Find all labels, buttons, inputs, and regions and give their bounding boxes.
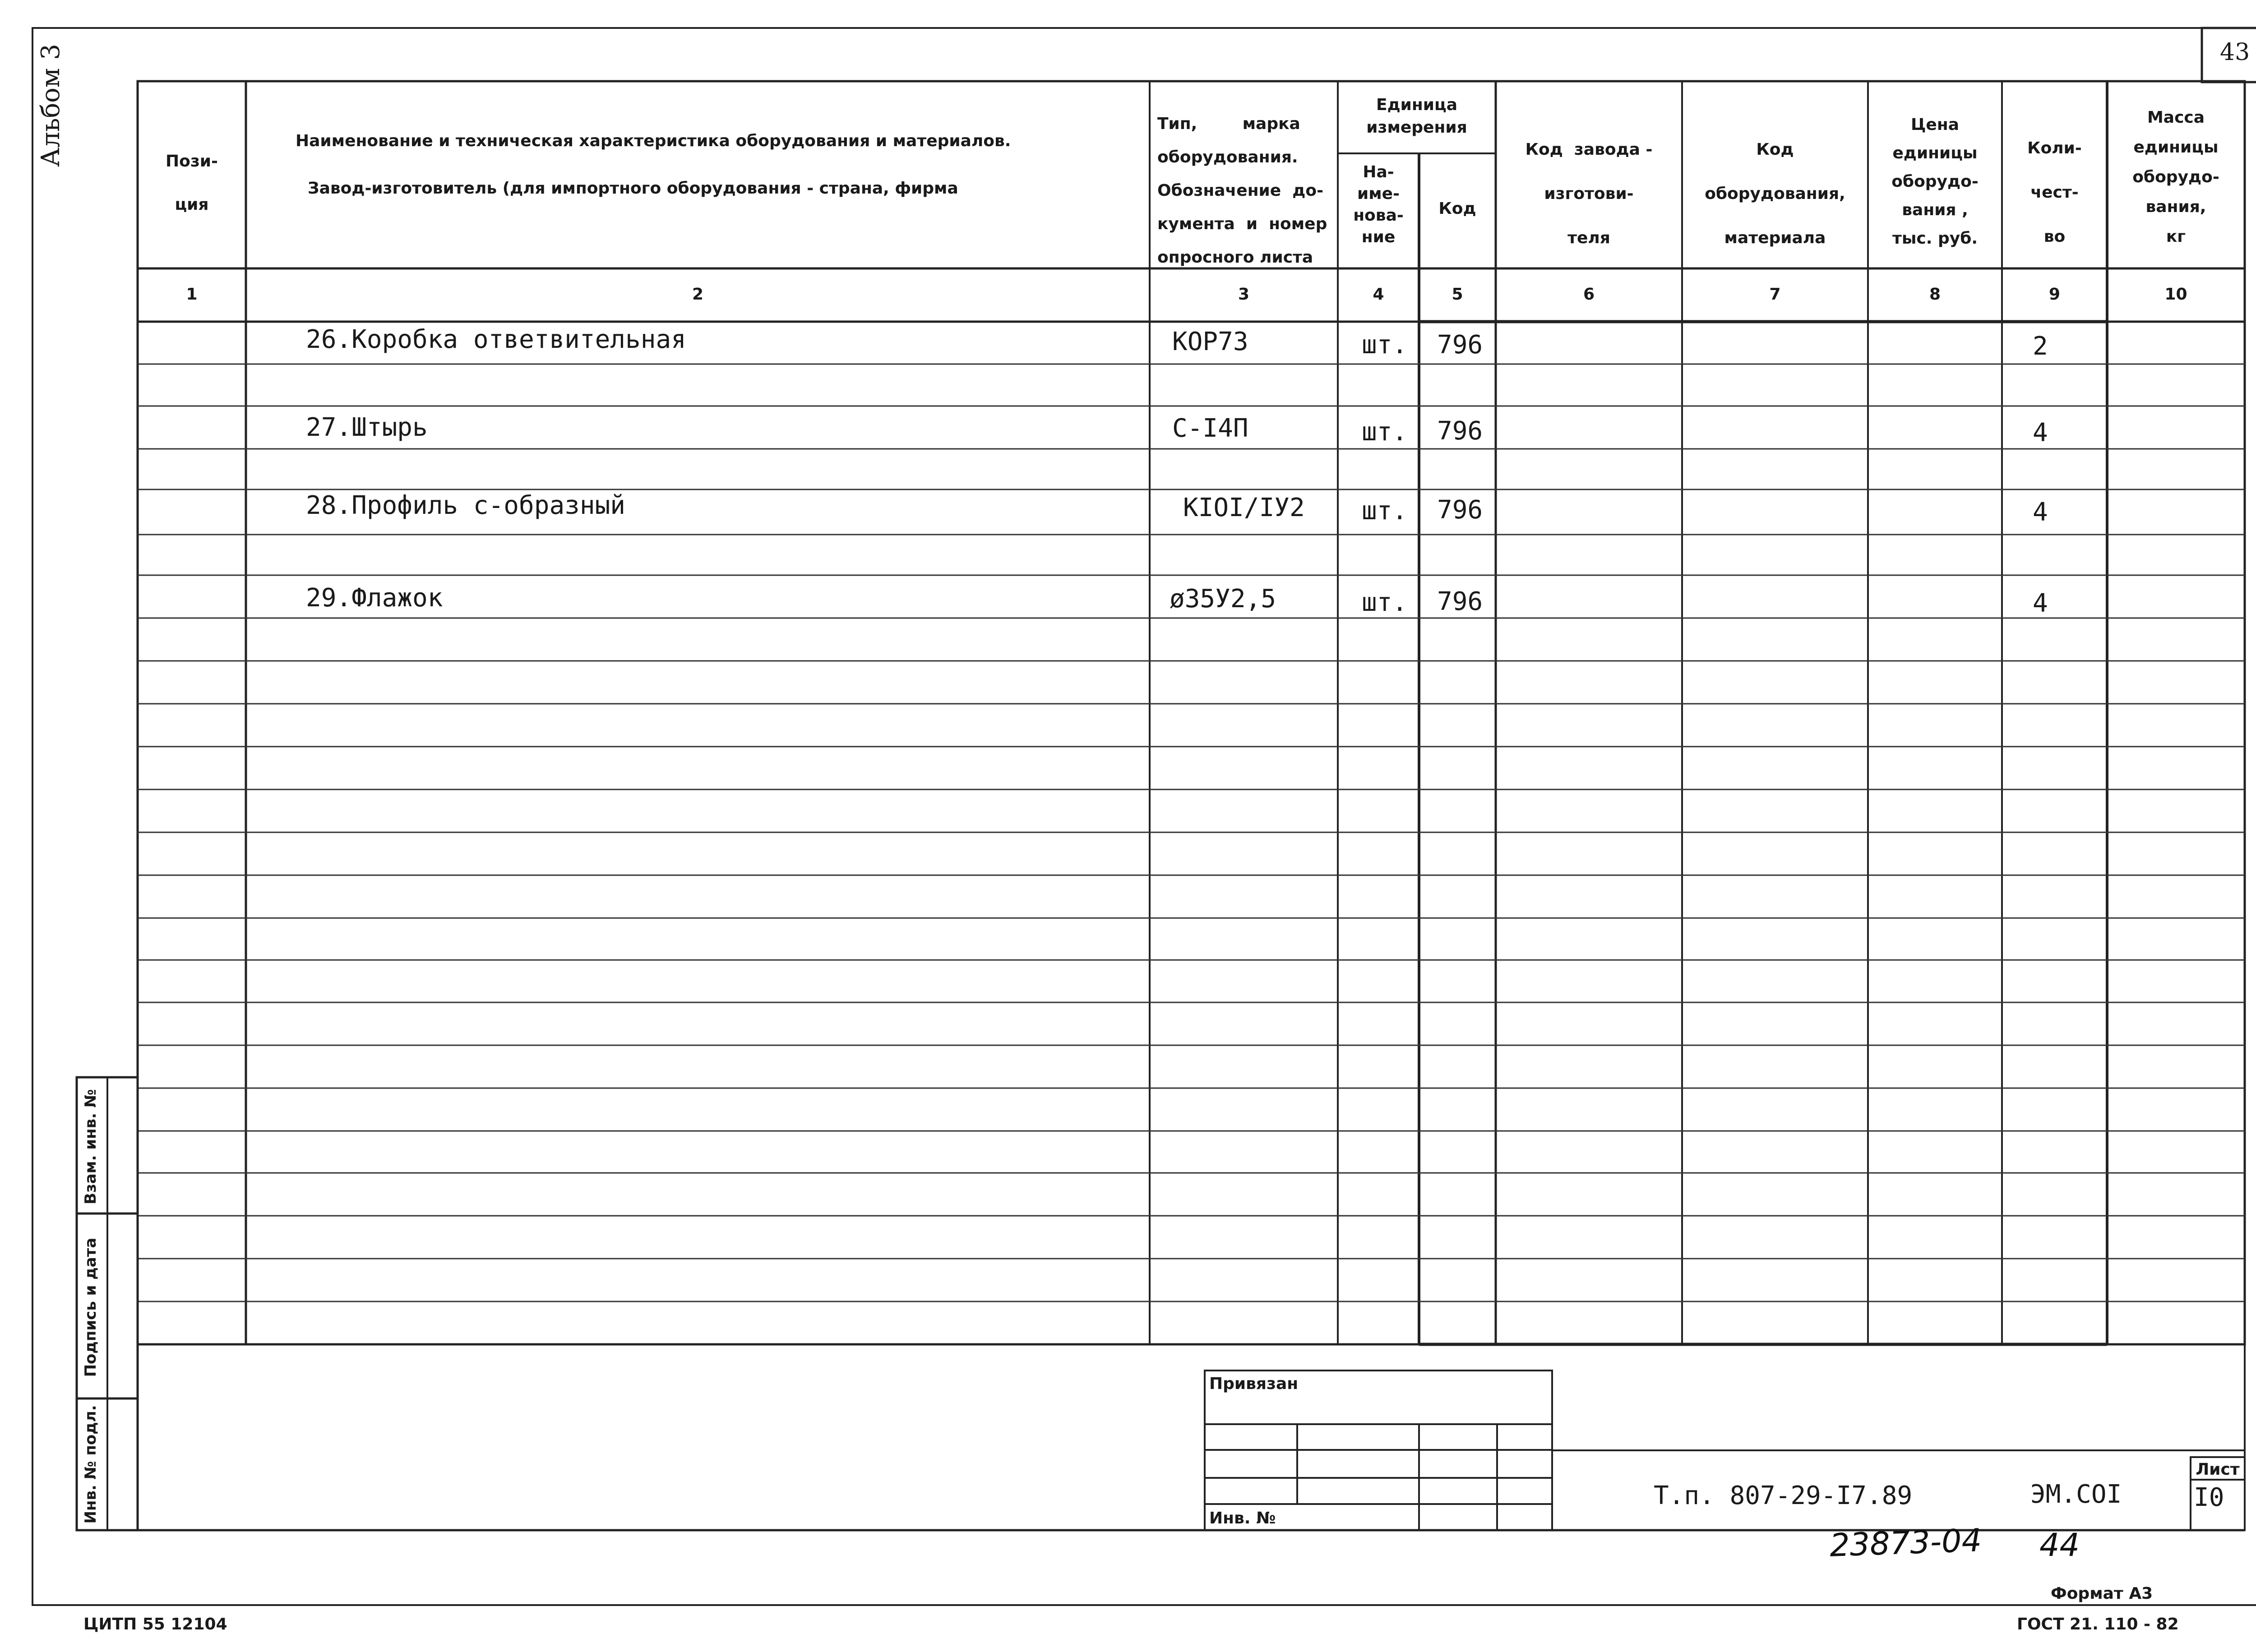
col10-header: Масса единицы оборудо- вания, кг bbox=[2132, 108, 2219, 246]
handwritten-sheet-number: 44 bbox=[2039, 1527, 2080, 1564]
original-inventory-label: Инв. № подл. bbox=[82, 1405, 100, 1524]
col-number: 2 bbox=[692, 285, 704, 304]
page-number: 43 bbox=[2220, 39, 2250, 66]
document-code: ЭМ.COI bbox=[2030, 1480, 2122, 1509]
item-type: ø35У2,5 bbox=[1170, 584, 1276, 614]
col7-header: Код оборудования, материала bbox=[1705, 140, 1845, 247]
item-unit: шт. bbox=[1362, 588, 1408, 617]
item-name: 29.Флажок bbox=[306, 583, 443, 613]
signature-date-label: Подпись и дата bbox=[82, 1237, 100, 1377]
col2-header-line2: Завод-изготовитель (для импортного оборудования - страна, фирма bbox=[308, 179, 958, 198]
document-designation: Т.п. 807-29-I7.89 bbox=[1654, 1481, 1913, 1510]
footer-left-code: ЦИТП 55 12104 bbox=[83, 1615, 227, 1634]
item-unit: шт. bbox=[1362, 496, 1408, 526]
handwritten-archive-number: 23873-04 bbox=[1829, 1522, 1983, 1564]
col-number: 3 bbox=[1238, 285, 1250, 304]
item-qty: 4 bbox=[2033, 589, 2048, 618]
sheet-number: I0 bbox=[2194, 1483, 2224, 1512]
item-type: КIOI/IУ2 bbox=[1183, 493, 1305, 522]
item-code: 796 bbox=[1437, 495, 1483, 525]
col-number: 10 bbox=[2164, 285, 2187, 304]
col2-header-line1: Наименование и техническая характеристика оборудования и материалов. bbox=[296, 132, 1011, 150]
item-name: 26.Коробка ответвительная bbox=[306, 325, 686, 354]
item-code: 796 bbox=[1437, 330, 1483, 360]
item-type: КОР73 bbox=[1172, 327, 1248, 356]
item-code: 796 bbox=[1437, 416, 1483, 446]
col6-header: Код завода - изготови- теля bbox=[1525, 140, 1653, 247]
col-number: 5 bbox=[1452, 285, 1463, 304]
col8-header: Цена единицы оборудо- вания , тыс. руб. bbox=[1891, 115, 1979, 248]
col-number: 4 bbox=[1373, 285, 1384, 304]
col-number: 1 bbox=[186, 285, 198, 304]
privyazan-label: Привязан bbox=[1209, 1375, 1299, 1393]
item-qty: 4 bbox=[2033, 418, 2048, 448]
sheet-label: Лист bbox=[2196, 1460, 2240, 1479]
col9-header: Коли- чест- во bbox=[2027, 139, 2082, 246]
item-qty: 4 bbox=[2033, 498, 2048, 527]
item-unit: шт. bbox=[1362, 417, 1408, 447]
item-unit: шт. bbox=[1362, 330, 1408, 360]
col-number: 6 bbox=[1583, 285, 1595, 304]
col5-header: Код bbox=[1438, 199, 1476, 218]
unit-group-header: Единица измерения bbox=[1366, 96, 1467, 137]
item-name: 28.Профиль с-образный bbox=[306, 491, 626, 520]
replaced-inventory-label: Взам. инв. № bbox=[82, 1089, 100, 1204]
item-type: С-I4П bbox=[1172, 414, 1248, 443]
item-code: 796 bbox=[1437, 587, 1483, 616]
gost-label: ГОСТ 21. 110 - 82 bbox=[2017, 1615, 2179, 1634]
col1-header: Пози- ция bbox=[166, 152, 218, 214]
col-number: 8 bbox=[1929, 285, 1941, 304]
item-name: 27.Штырь bbox=[306, 413, 428, 442]
col-number: 9 bbox=[2048, 285, 2061, 304]
album-label: Альбом 3 bbox=[36, 44, 65, 167]
item-qty: 2 bbox=[2033, 332, 2048, 361]
col3-header: Тип, марка оборудования. Обозначение до- кумента и номер опросного листа bbox=[1157, 115, 1327, 267]
col-number: 7 bbox=[1769, 285, 1781, 304]
format-label: Формат А3 bbox=[2051, 1584, 2153, 1603]
inventory-number-label: Инв. № bbox=[1209, 1509, 1276, 1527]
col4-header: На- име- нова- ние bbox=[1353, 163, 1404, 246]
